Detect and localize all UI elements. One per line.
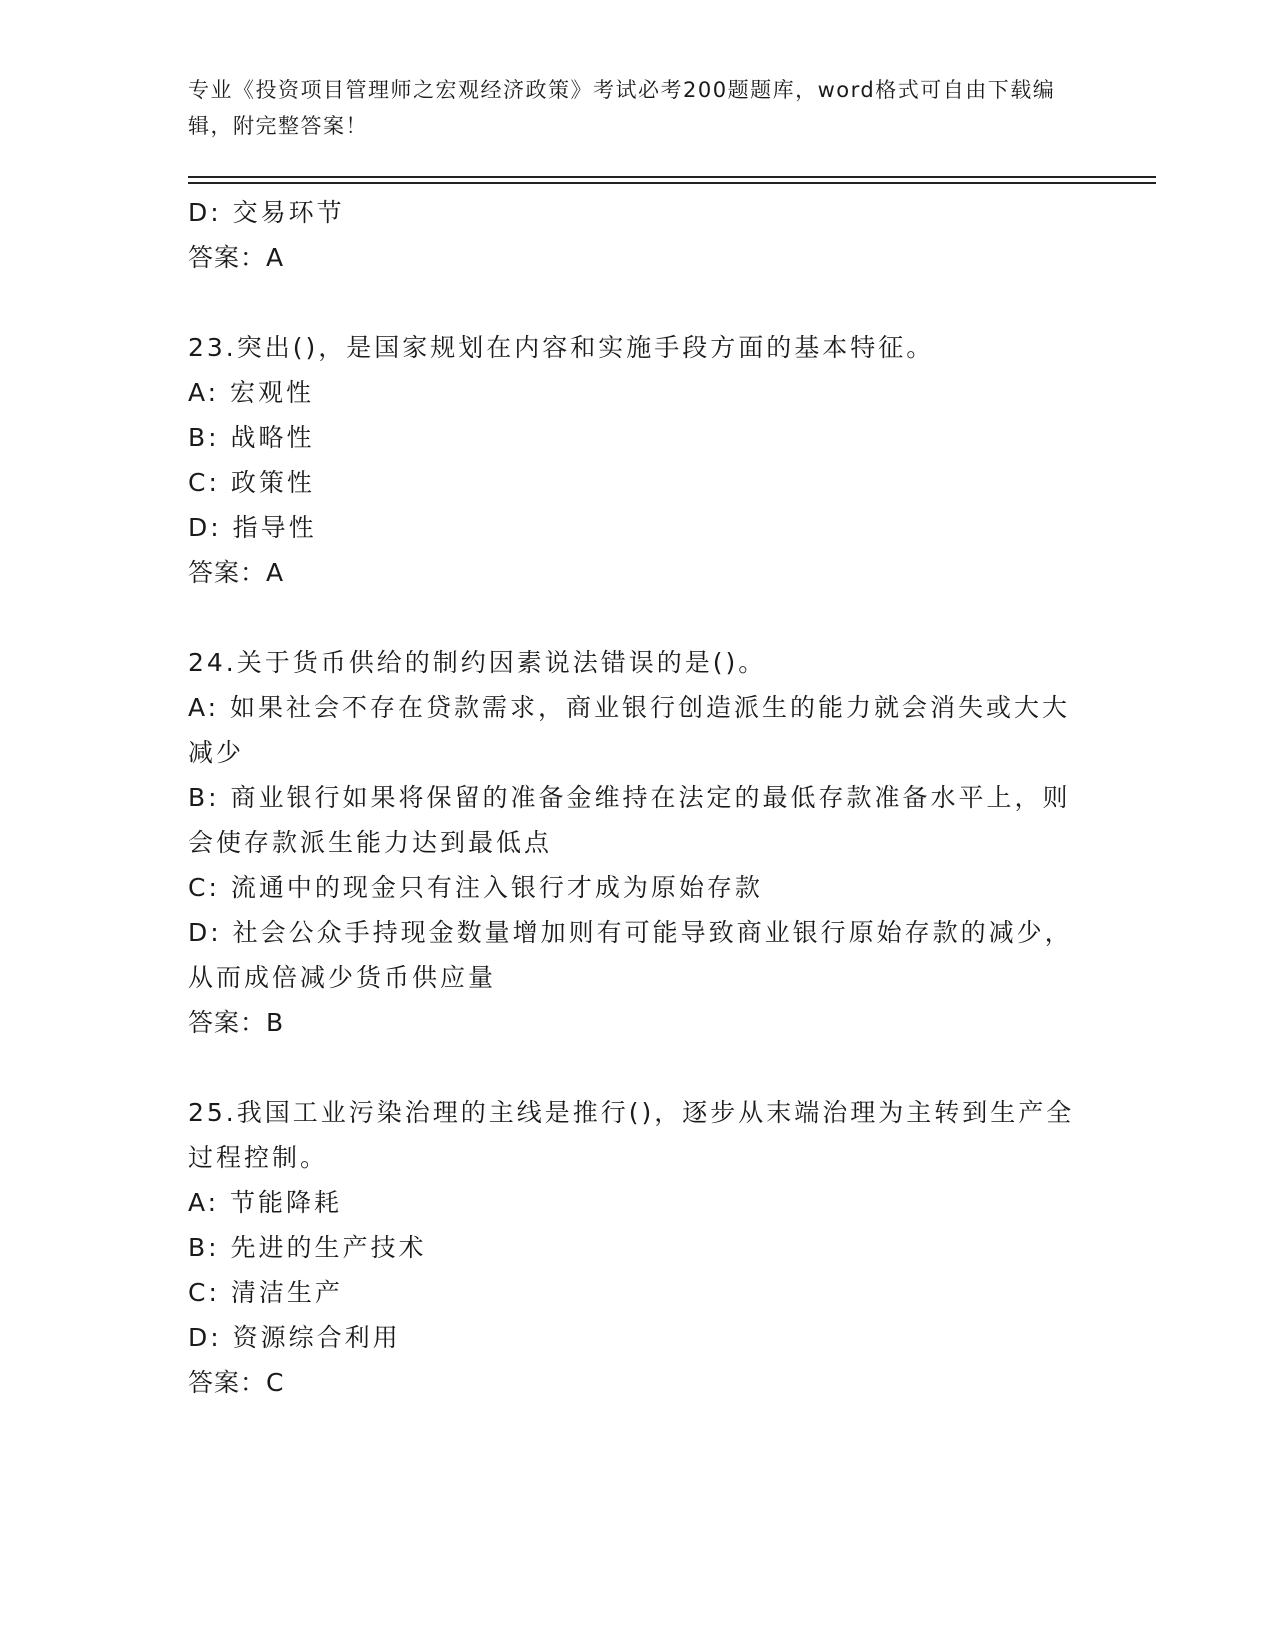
spacer — [188, 595, 1088, 640]
answer-line: 答案：B — [188, 1008, 285, 1037]
option-a: A: 宏观性 — [188, 378, 315, 407]
answer-line: 答案：A — [188, 243, 285, 272]
spacer — [188, 1045, 1088, 1090]
answer-line: 答案：C — [188, 1368, 285, 1397]
option-b: B: 商业银行如果将保留的准备金维持在法定的最低存款准备水平上，则会使存款派生能力达到最低点 — [188, 783, 1071, 857]
option-d: D: 社会公众手持现金数量增加则有可能导致商业银行原始存款的减少，从而成倍减少货币供应量 — [188, 918, 1073, 992]
question-25 — [188, 1090, 1088, 1405]
question-23 — [188, 325, 1088, 595]
question-stem: 25.我国工业污染治理的主线是推行()，逐步从末端治理为主转到生产全过程控制。 — [188, 1098, 1075, 1172]
question-stem: 23.突出()，是国家规划在内容和实施手段方面的基本特征。 — [188, 333, 935, 362]
option-b: B: 战略性 — [188, 423, 315, 452]
header-divider-top — [188, 176, 1156, 178]
option-d: D: 指导性 — [188, 513, 317, 542]
header-divider-bottom — [188, 182, 1156, 184]
previous-question-tail — [188, 190, 1088, 280]
question-stem: 24.关于货币供给的制约因素说法错误的是()。 — [188, 648, 767, 677]
option-d: D: 交易环节 — [188, 198, 345, 227]
option-c: C: 清洁生产 — [188, 1278, 343, 1307]
option-c: C: 政策性 — [188, 468, 315, 497]
option-b: B: 先进的生产技术 — [188, 1233, 427, 1262]
option-a: A: 如果社会不存在贷款需求，商业银行创造派生的能力就会消失或大大减少 — [188, 693, 1071, 767]
spacer — [188, 280, 1088, 325]
question-list — [188, 190, 1088, 1405]
document-header: 专业《投资项目管理师之宏观经济政策》考试必考200题题库，word格式可自由下载编辑，附完整答案！ — [188, 78, 1056, 138]
answer-line: 答案：A — [188, 558, 285, 587]
question-24 — [188, 640, 1088, 1045]
option-a: A: 节能降耗 — [188, 1188, 343, 1217]
option-d: D: 资源综合利用 — [188, 1323, 401, 1352]
option-c: C: 流通中的现金只有注入银行才成为原始存款 — [188, 873, 763, 902]
